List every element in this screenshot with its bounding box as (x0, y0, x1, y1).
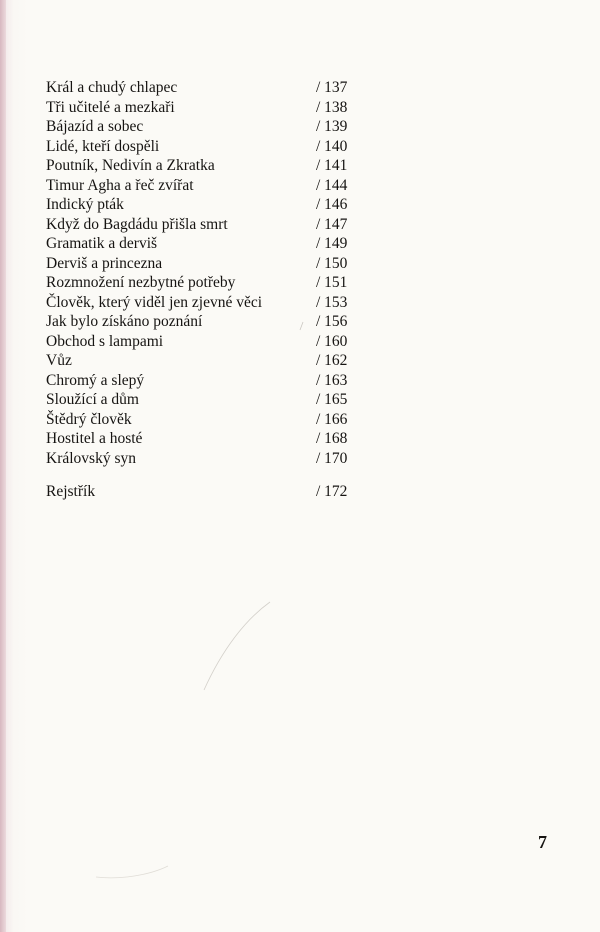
toc-entry-page: / 168 (316, 430, 348, 447)
toc-entry-page: / 147 (316, 215, 348, 233)
toc-entry-page: / 163 (316, 371, 348, 389)
toc-entry-title: Gramatik a derviš (46, 235, 158, 252)
toc-entry-title: Jak bylo získáno poznání (46, 313, 203, 330)
toc-entry-title: Královský syn (46, 449, 136, 467)
toc-entry-title: Rozmnožení nezbytné potřeby (46, 274, 236, 291)
toc-entry-title: Chromý a slepý (46, 371, 145, 389)
toc-entry-page: / 149 (316, 235, 348, 252)
toc-entry (46, 234, 366, 254)
index-title: Rejstřík (46, 483, 96, 500)
toc-entry-title: Člověk, který viděl jen zjevné věci (46, 293, 263, 311)
toc-entry (46, 176, 366, 196)
toc-entry (46, 195, 366, 215)
toc-entry-page: / 140 (316, 137, 348, 155)
toc-entry-page: / 151 (316, 274, 348, 291)
scratch-line (204, 602, 270, 690)
toc-entry-page: / 141 (316, 157, 348, 174)
scratch-line (96, 866, 168, 878)
toc-entry-title: Tři učitelé a mezkaři (46, 98, 175, 116)
toc-entry (46, 254, 366, 274)
toc-entry-title: Sloužící a dům (46, 391, 139, 408)
toc-entry (46, 273, 366, 293)
toc-entry-title: Timur Agha a řeč zvířat (46, 176, 194, 194)
toc-entry-page: / 165 (316, 391, 348, 408)
toc-entry-page: / 162 (316, 352, 348, 369)
toc-entry-title: Lidé, kteří dospěli (46, 137, 160, 155)
toc-entry (46, 390, 366, 410)
toc-entry (46, 98, 366, 118)
toc-entry (46, 371, 366, 391)
toc-entry-page: / 138 (316, 98, 348, 116)
toc-entry (46, 293, 366, 313)
toc-entry-page: / 170 (316, 449, 348, 467)
toc-entry-page: / 160 (316, 332, 348, 350)
toc-entry (46, 137, 366, 157)
toc-entry-title: Poutník, Nedivín a Zkratka (46, 157, 215, 174)
toc-entry-title: Když do Bagdádu přišla smrt (46, 215, 228, 233)
toc-entry-page: / 156 (316, 313, 348, 330)
toc-entry (46, 156, 366, 176)
toc-entry-title: Indický pták (46, 196, 124, 213)
toc-index-entry (46, 482, 366, 502)
toc-entry (46, 117, 366, 137)
page-number: 7 (538, 832, 547, 852)
toc-entry-title: Derviš a princezna (46, 254, 163, 272)
toc-entry (46, 429, 366, 449)
toc-entry (46, 449, 366, 469)
toc-entry-title: Obchod s lampami (46, 332, 164, 350)
toc-entry (46, 215, 366, 235)
toc-entry-page: / 137 (316, 79, 348, 96)
toc-entry (46, 332, 366, 352)
index-page: / 172 (316, 483, 348, 500)
table-of-contents (46, 78, 366, 468)
toc-entry-title: Hostitel a hosté (46, 430, 143, 447)
toc-entry (46, 312, 366, 332)
toc-entry-page: / 166 (316, 410, 348, 428)
toc-entry-page: / 146 (316, 196, 348, 213)
toc-entry-page: / 150 (316, 254, 348, 272)
toc-entry-title: Vůz (46, 352, 72, 369)
toc-entry-title: Bájazíd a sobec (46, 118, 144, 135)
toc-entry (46, 410, 366, 430)
toc-entry-page: / 144 (316, 176, 348, 194)
toc-entry (46, 78, 366, 98)
toc-entry-title: Král a chudý chlapec (46, 79, 178, 96)
page-binding-edge (0, 0, 6, 932)
toc-entry (46, 351, 366, 371)
toc-entry-title: Štědrý člověk (46, 410, 132, 428)
toc-entry-page: / 153 (316, 293, 348, 311)
toc-entry-page: / 139 (316, 118, 348, 135)
